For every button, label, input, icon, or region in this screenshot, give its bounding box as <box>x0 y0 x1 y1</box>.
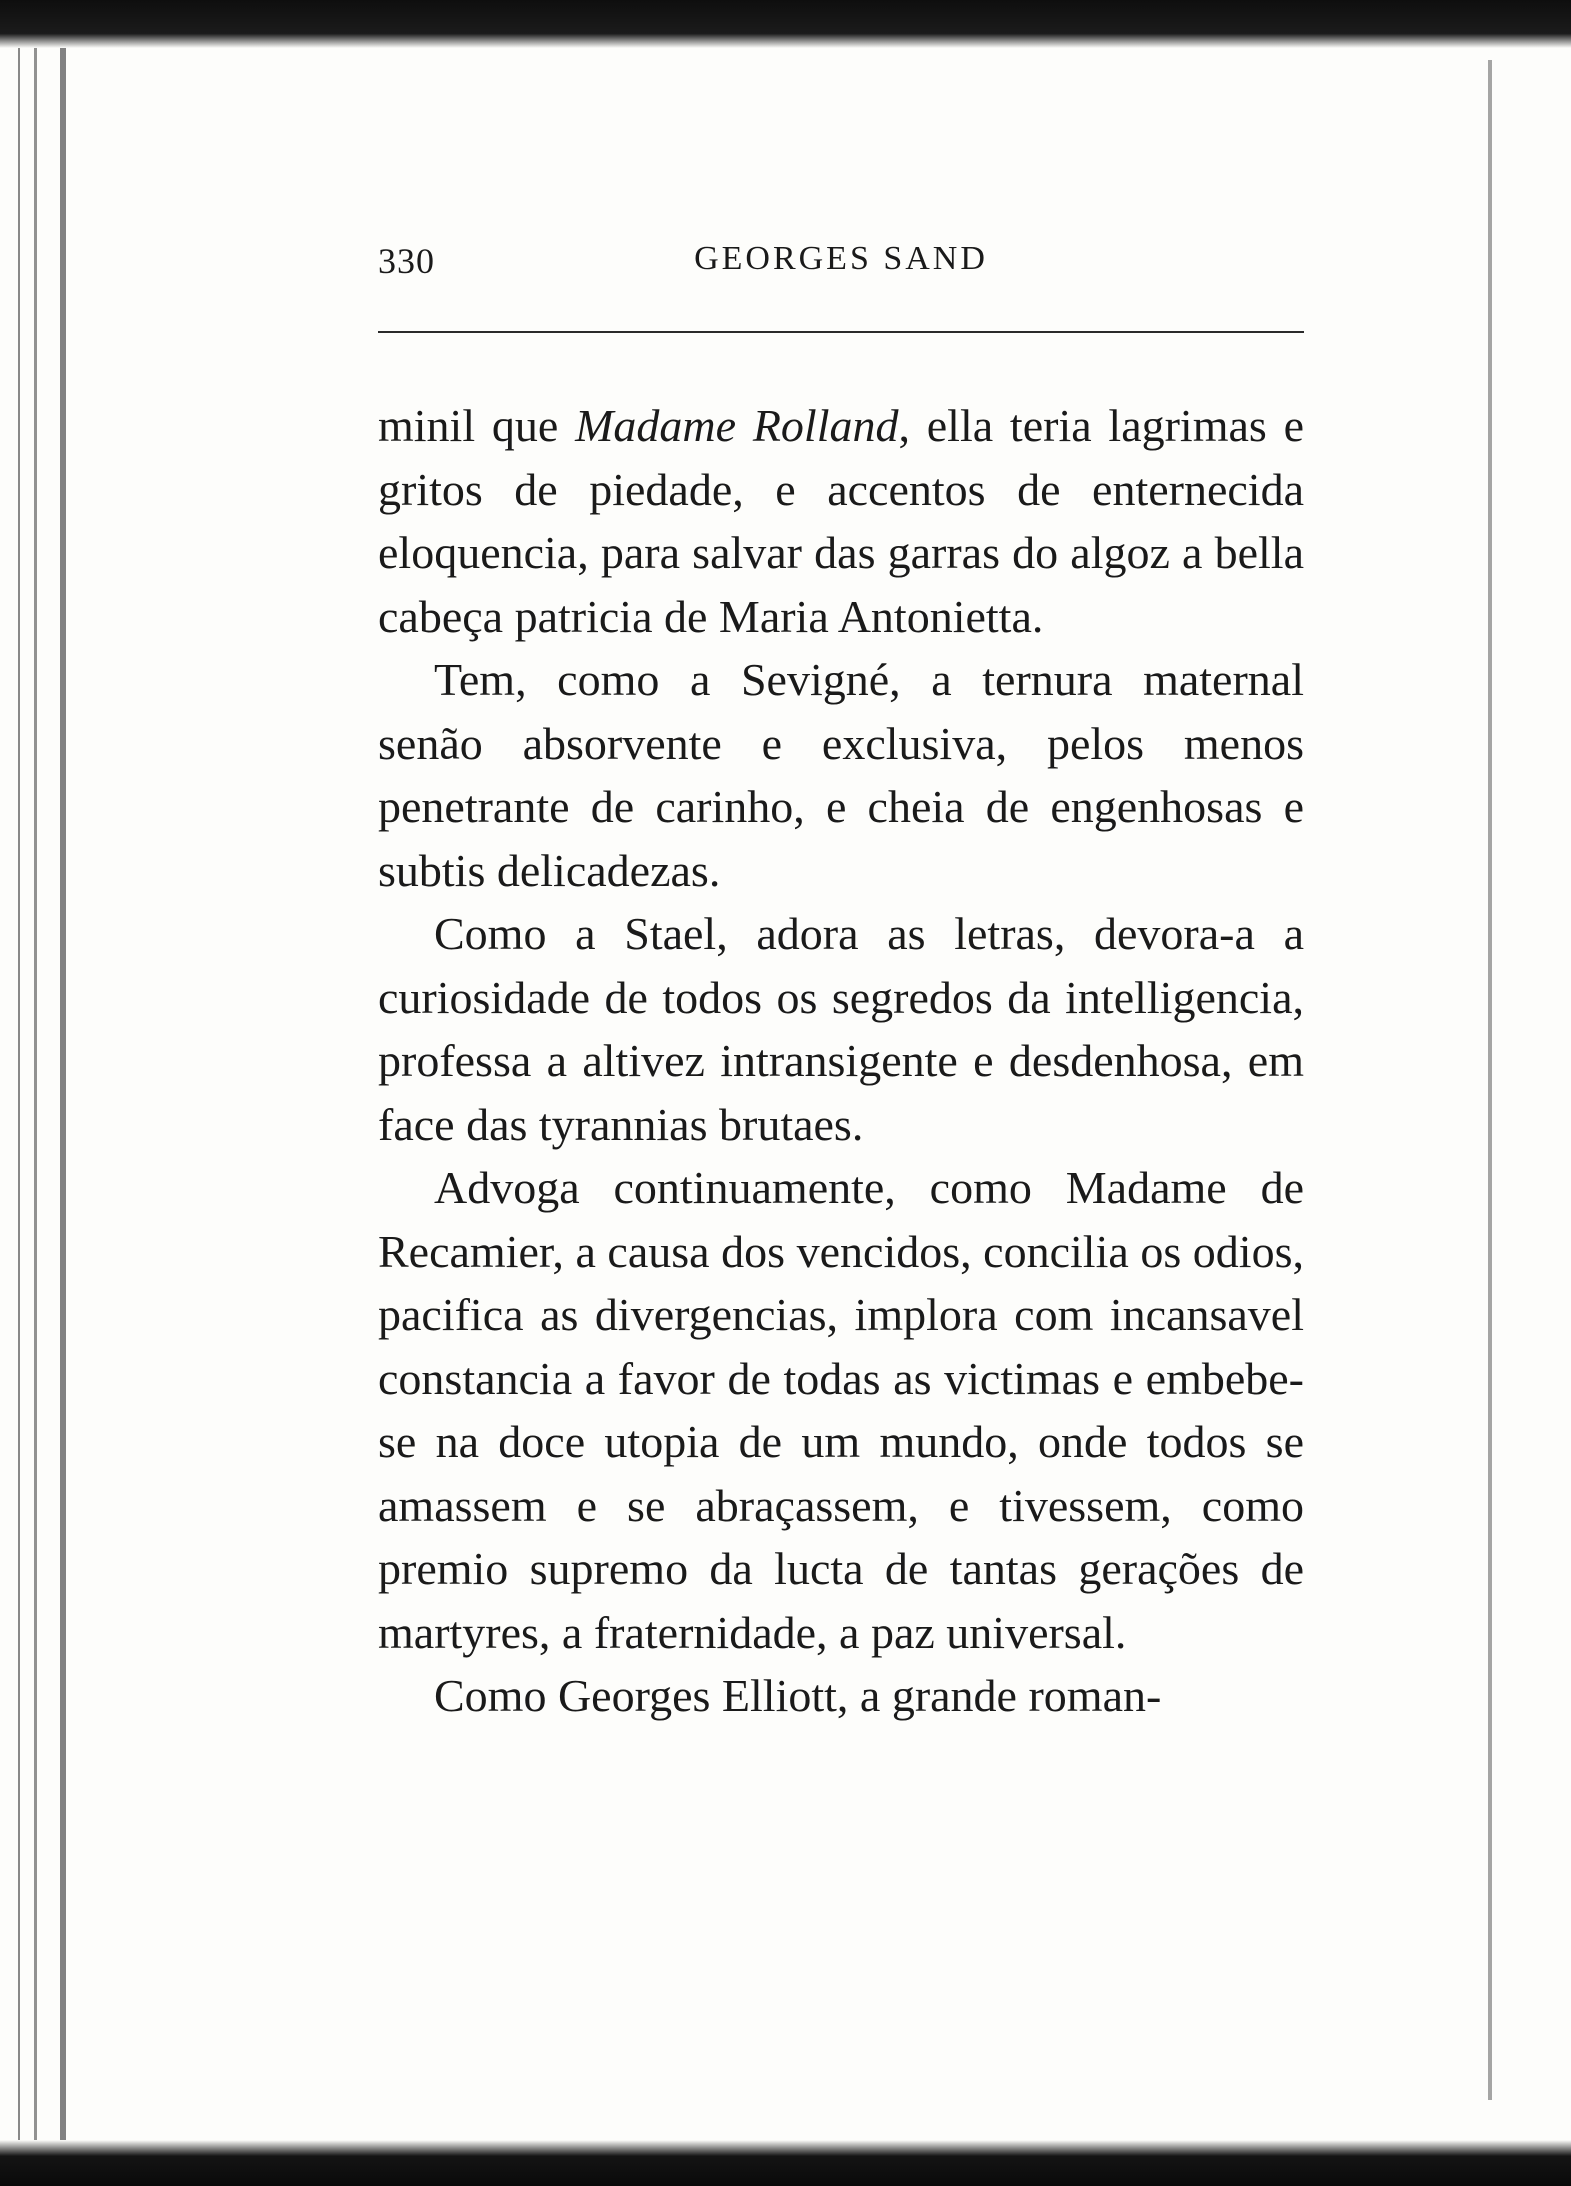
paragraph-2: Tem, como a Sevigné, a ternura maternal senão absorvente e exclusiva, pelos menos penetrante de carinho, e cheia de engenhosas e subtis delicadezas. <box>378 654 1304 896</box>
scan-bottom-edge <box>0 2140 1571 2186</box>
body-text <box>378 394 1304 1728</box>
paragraph-5: Como Georges Elliott, a grande roman- <box>434 1670 1162 1721</box>
scan-right-edge <box>1488 60 1492 2100</box>
paragraph-1-rest: , ella teria lagrimas e gritos de piedade, e accentos de enternecida eloquencia, para salvar das garras do algoz a bella cabeça patricia de Maria Antonietta. <box>378 400 1304 642</box>
paragraph-1-start: minil que <box>378 400 576 451</box>
header-rule <box>378 331 1304 333</box>
scan-binding-shadow <box>0 48 90 2140</box>
scan-top-edge <box>0 0 1571 48</box>
running-title: GEORGES SAND <box>694 240 988 277</box>
page-header <box>378 240 1304 290</box>
paragraph-1 <box>378 394 1304 648</box>
paragraph-3: Como a Stael, adora as letras, devora-a a curiosidade de todos os segredos da intelligencia, professa a altivez intransigente e desdenhosa, em face das tyrannias brutaes. <box>378 908 1304 1150</box>
paragraph-1-italic: Madame Rolland <box>575 400 899 451</box>
paragraph-4: Advoga continuamente, como Madame de Recamier, a causa dos vencidos, concilia os odios, pacifica as divergencias, implora com incansavel constancia a favor de todas as victimas e embebe-se na doce utopia de um mundo, onde todos se amassem e se abraçassem, e tivessem, como premio supremo da lucta de tantas gerações de martyres, a fraternidade, a paz universal. <box>378 1162 1304 1658</box>
page-number: 330 <box>378 241 435 281</box>
